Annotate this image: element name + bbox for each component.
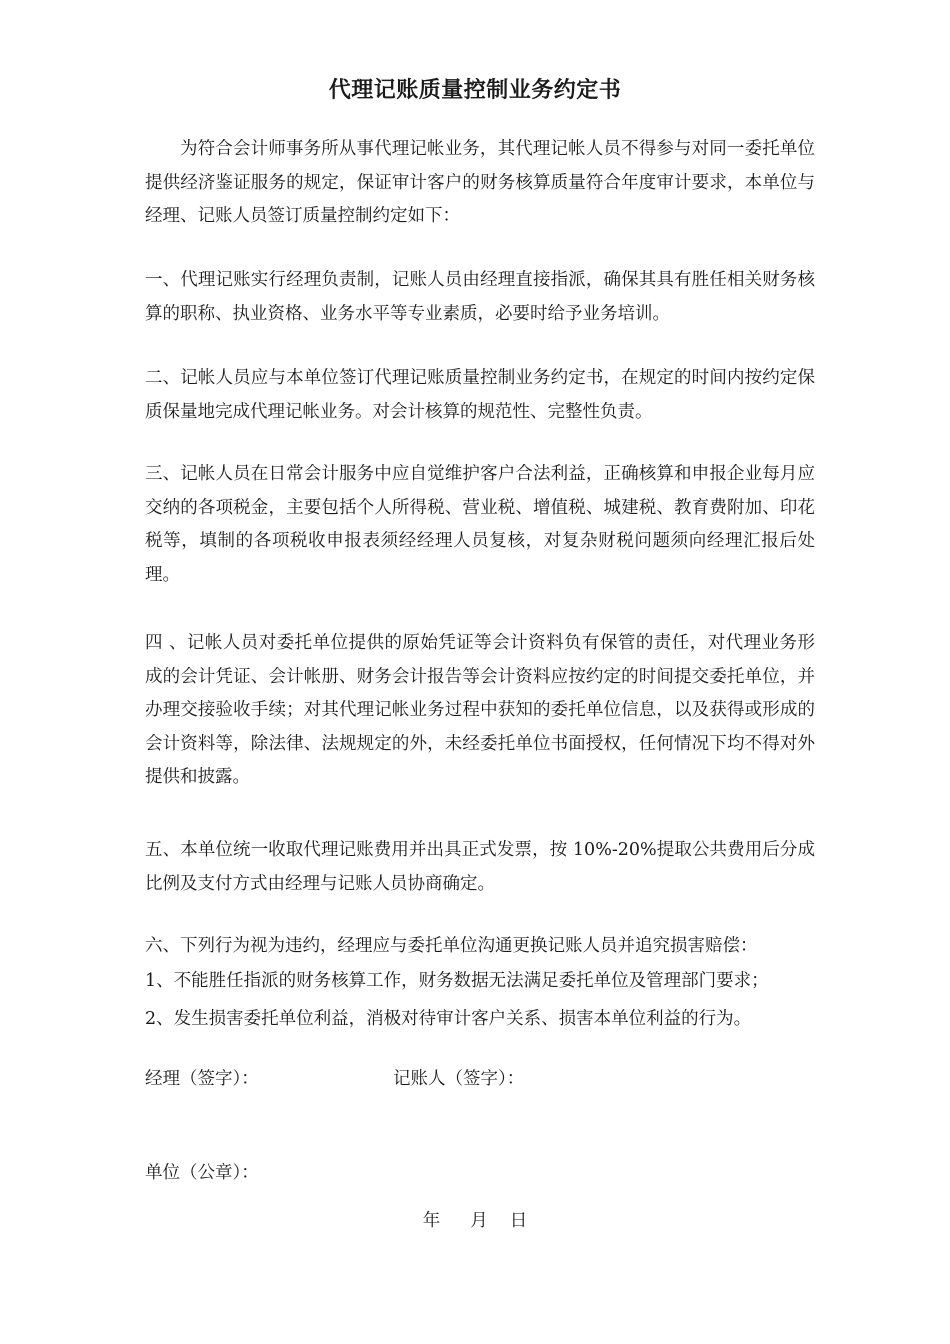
- clause-3: 三、记帐人员在日常会计服务中应自觉维护客户合法利益，正确核算和申报企业每月应交纳的各项税金，主要包括个人所得税、营业税、增值税、城建税、教育费附加、印花税等，填制的各项税收申报表须经经理人员复核，对复杂财税问题须向经理汇报后处理。: [145, 464, 815, 585]
- date-year: 年: [422, 1211, 441, 1231]
- date-line: [0, 1205, 950, 1239]
- unit-seal-label: 单位（公章）：: [145, 1163, 259, 1183]
- clause-5: 五、本单位统一收取代理记账费用并出具正式发票，按 10%-20%提取公共费用后分成比例及支付方式由经理与记账人员协商确定。: [145, 840, 815, 894]
- intro-paragraph: 为符合会计师事务所从事代理记帐业务，其代理记帐人员不得参与对同一委托单位提供经济鉴证服务的规定，保证审计客户的财务核算质量符合年度审计要求，本单位与经理、记账人员签订质量控制约定如下：: [145, 139, 815, 226]
- clause-6-heading: 六、下列行为视为违约，经理应与委托单位沟通更换记账人员并追究损害赔偿：: [145, 936, 758, 956]
- document-title: 代理记账质量控制业务约定书: [328, 77, 622, 103]
- manager-signature-label: 经理（签字）：: [145, 1069, 259, 1089]
- clause-2: 二、记帐人员应与本单位签订代理记账质量控制业务约定书，在规定的时间内按约定保质保量地完成代理记帐业务。对会计核算的规范性、完整性负责。: [145, 368, 815, 422]
- clause-6-item-1: 1、不能胜任指派的财务核算工作，财务数据无法满足委托单位及管理部门要求；: [145, 971, 769, 991]
- clause-4: 四 、记帐人员对委托单位提供的原始凭证等会计资料负有保管的责任，对代理业务形成的会计凭证、会计帐册、财务会计报告等会计资料应按约定的时间提交委托单位，并办理交接验收手续；对其代理记帐业务过程中获知的委托单位信息，以及获得或形成的会计资料等，除法律、法规规定的外，未经委托单位书面授权，任何情况下均不得对外提供和披露。: [145, 633, 815, 787]
- bookkeeper-signature-label: 记账人（签字）：: [393, 1069, 525, 1089]
- date-month: 月: [470, 1211, 488, 1231]
- date-day: 日: [509, 1211, 528, 1231]
- clause-6-item-2: 2、发生损害委托单位利益，消极对待审计客户关系、损害本单位利益的行为。: [145, 1009, 752, 1029]
- clause-1: 一、代理记账实行经理负责制，记账人员由经理直接指派，确保其具有胜任相关财务核算的职称、执业资格、业务水平等专业素质，必要时给予业务培训。: [145, 270, 815, 324]
